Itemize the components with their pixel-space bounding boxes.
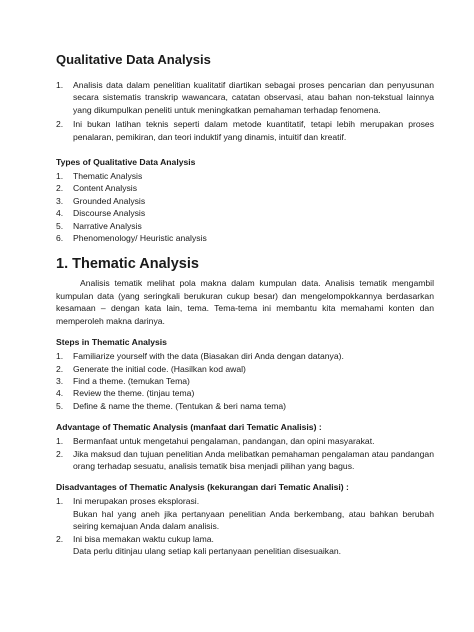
list-subtext: Data perlu ditinjau ulang setiap kali pertanyaan penelitian disesuaikan. — [73, 545, 342, 556]
steps-list — [56, 350, 434, 412]
list-text: Define & name the theme. (Tentukan & beri nama tema) — [73, 400, 287, 411]
document-title: Qualitative Data Analysis — [56, 52, 211, 67]
list-item — [56, 363, 434, 375]
list-text: Thematic Analysis — [73, 171, 143, 182]
steps-heading: Steps in Thematic Analysis — [56, 337, 167, 348]
list-item — [56, 195, 434, 207]
list-number: 3. — [56, 195, 64, 206]
list-number: 4. — [56, 388, 64, 399]
list-text: Analisis data dalam penelitian kualitatif diartikan sebagai proses pencarian dan penyusunan secara sistematis transkrip wawancara, catatan observasi, atau bahan non-tekstual lainnya yang dikumpulkan peneliti untuk meningkatkan pemahaman terhadap fenomena. — [73, 80, 434, 115]
list-item — [56, 79, 434, 116]
list-item — [56, 387, 434, 399]
list-item — [56, 207, 434, 219]
list-text: Ini merupakan proses eksplorasi. — [73, 496, 200, 507]
list-text: Review the theme. (tinjau tema) — [73, 388, 195, 399]
list-text: Phenomenology/ Heuristic analysis — [73, 233, 207, 244]
list-number: 5. — [56, 220, 64, 231]
list-text: Generate the initial code. (Hasilkan kod awal) — [73, 363, 246, 374]
list-text: Ini bukan latihan teknis seperti dalam metode kuantitatif, tetapi lebih merupakan proses penalaran, pemikiran, dan teori induktif yang dinamis, intuitif dan kreatif. — [73, 119, 434, 142]
list-item — [56, 182, 434, 194]
list-number: 1. — [56, 496, 64, 507]
list-number: 2. — [56, 533, 64, 544]
list-text: Narrative Analysis — [73, 220, 142, 231]
list-text: Familiarize yourself with the data (Biasakan diri Anda dengan datanya). — [73, 351, 344, 362]
list-item — [56, 375, 434, 387]
list-item — [56, 533, 434, 558]
list-text: Grounded Analysis — [73, 195, 146, 206]
advantages-list — [56, 435, 434, 472]
list-number: 2. — [56, 363, 64, 374]
list-number: 2. — [56, 448, 64, 459]
list-item — [56, 232, 434, 244]
list-item — [56, 435, 434, 447]
section-heading: 1. Thematic Analysis — [56, 256, 199, 273]
list-item — [56, 170, 434, 182]
types-heading: Types of Qualitative Data Analysis — [56, 157, 196, 168]
list-number: 3. — [56, 375, 64, 386]
list-number: 6. — [56, 233, 64, 244]
list-text: Discourse Analysis — [73, 208, 146, 219]
section-paragraph: Analisis tematik melihat pola makna dalam kumpulan data. Analisis tematik mengambil kumpulan data (yang seringkali berukuran cukup besar) dan mengelompokkannya berdasarkan kesamaan – dengan kata lain, tema. Tema-tema ini membantu kita memahami konten dan memperoleh makna darinya. — [56, 278, 434, 326]
list-text: Content Analysis — [73, 183, 138, 194]
list-number: 1. — [56, 436, 64, 447]
list-number: 5. — [56, 400, 64, 411]
list-item — [56, 118, 434, 143]
list-item — [56, 448, 434, 473]
list-number: 2. — [56, 119, 64, 130]
disadvantage-heading: Disadvantages of Thematic Analysis (kekurangan dari Tematic Analisi) : — [56, 482, 349, 493]
list-text: Ini bisa memakan waktu cukup lama. — [73, 533, 214, 544]
list-number: 2. — [56, 183, 64, 194]
disadvantages-list — [56, 495, 434, 557]
types-list — [56, 170, 434, 244]
list-item — [56, 400, 434, 412]
list-number: 1. — [56, 171, 64, 182]
intro-list — [56, 79, 434, 143]
list-number: 4. — [56, 208, 64, 219]
list-item — [56, 495, 434, 532]
list-text: Jika maksud dan tujuan penelitian Anda melibatkan pemahaman pengalaman atau pandangan orang terhadap sesuatu, analisis tematik bisa menjadi pilihan yang bagus. — [73, 448, 434, 471]
advantage-heading: Advantage of Thematic Analysis (manfaat dari Tematic Analisis) : — [56, 422, 322, 433]
list-item — [56, 220, 434, 232]
list-number: 1. — [56, 351, 64, 362]
list-subtext: Bukan hal yang aneh jika pertanyaan penelitian Anda berkembang, atau bahkan berubah seiring kemajuan Anda dalam analisis. — [73, 508, 434, 532]
list-item — [56, 350, 434, 362]
list-text: Find a theme. (temukan Tema) — [73, 375, 190, 386]
list-text: Bermanfaat untuk mengetahui pengalaman, pandangan, dan opini masyarakat. — [73, 436, 375, 447]
list-number: 1. — [56, 80, 64, 90]
